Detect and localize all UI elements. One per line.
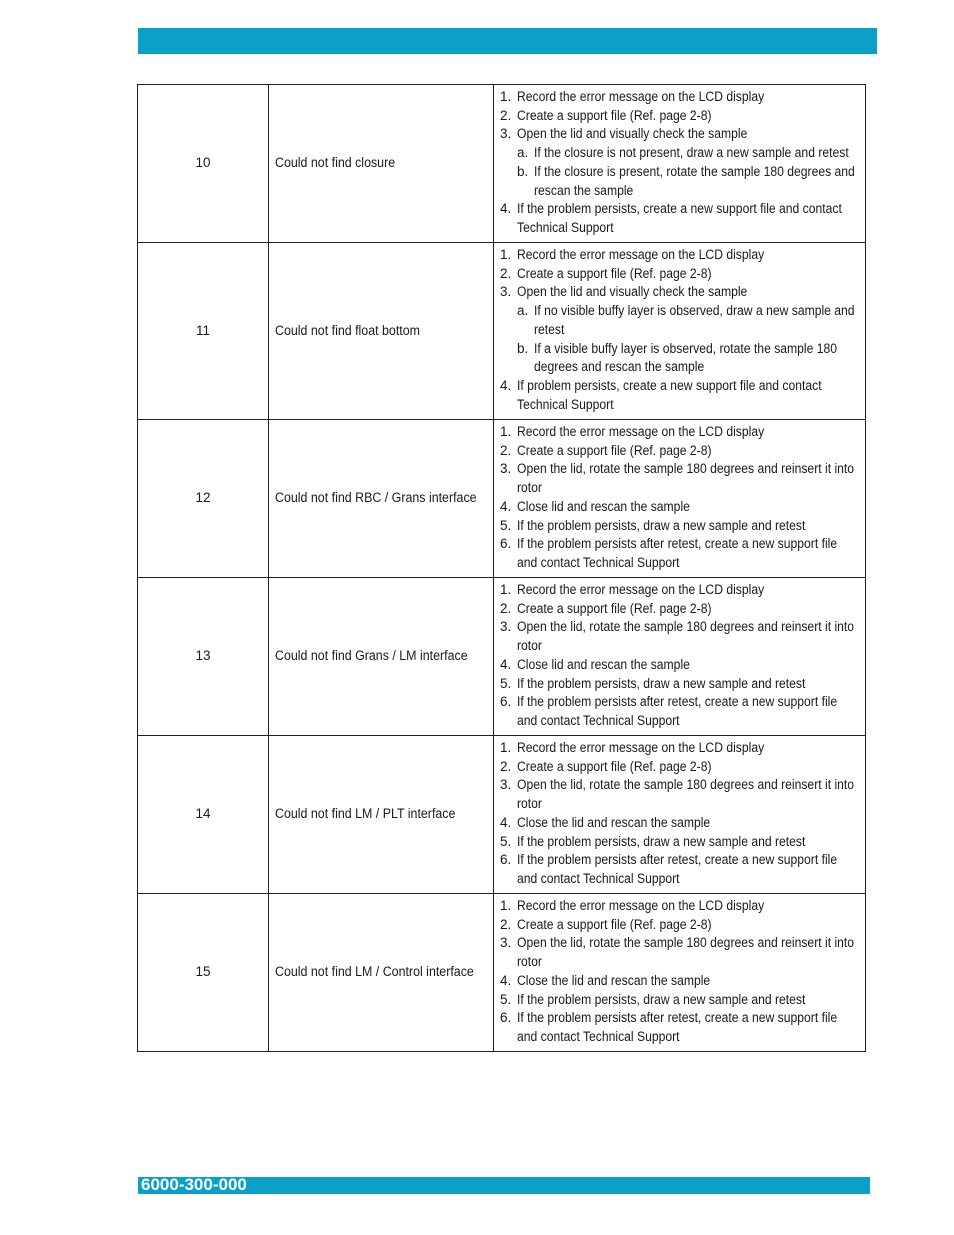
step-number: 1. [500,582,512,597]
error-code: 14 [195,806,211,822]
action-step [500,125,859,200]
substep-letter: a. [517,303,529,319]
step-text: Open the lid, rotate the sample 180 degrees and reinsert it into rotor [517,935,855,970]
corrective-actions-cell [494,243,866,420]
table-row [138,736,866,894]
action-step [500,246,859,265]
step-number: 4. [500,814,512,830]
action-step [500,916,859,935]
action-step [500,535,859,572]
action-substeps [517,144,859,200]
table-row [138,894,866,1052]
step-text: Open the lid and visually check the sample [517,284,748,300]
substep-text: If the closure is not present, draw a new sample and retest [534,145,849,161]
error-message-cell [269,85,494,243]
action-step [500,423,859,442]
step-number: 3. [500,619,512,635]
substep-text: If a visible buffy layer is observed, rotate the sample 180 degrees and rescan the sample [534,340,838,375]
action-step [500,283,859,377]
action-step [500,618,859,655]
table-body [138,85,866,1052]
substep-text: If the closure is present, rotate the sample 180 degrees and rescan the sample [534,163,855,198]
corrective-actions-cell [494,420,866,578]
step-number: 6. [500,1010,512,1026]
action-step [500,88,859,107]
step-text: If the problem persists, draw a new sample and retest [517,517,806,533]
step-text: Create a support file (Ref. page 2-8) [517,916,712,932]
corrective-actions-cell [494,894,866,1052]
step-text: If the problem persists, create a new support file and contact Technical Support [517,201,842,235]
error-code: 13 [195,648,211,664]
substep-letter: a. [517,145,529,161]
error-message: Could not find closure [275,155,396,171]
step-text: If problem persists, create a new support file and contact Technical Support [517,377,822,412]
step-text: Close the lid and rescan the sample [517,972,711,988]
header-bar [138,28,877,54]
step-number: 1. [500,898,512,913]
error-message: Could not find LM / Control interface [275,964,474,980]
action-step [500,972,859,991]
error-code-cell [138,85,269,243]
step-text: Record the error message on the LCD display [517,582,765,597]
action-step [500,442,859,461]
step-number: 3. [500,461,512,477]
step-number: 1. [500,424,512,439]
action-step [500,934,859,971]
action-steps [500,423,859,573]
step-text: If the problem persists after retest, create a new support file and contact Technical Support [517,536,838,570]
step-text: Close lid and rescan the sample [517,656,690,672]
action-step [500,897,859,916]
step-text: Create a support file (Ref. page 2-8) [517,265,712,281]
step-number: 4. [500,201,512,217]
action-substep [517,340,859,377]
step-text: Record the error message on the LCD display [517,424,765,439]
step-text: Open the lid and visually check the sample [517,126,748,142]
table-row [138,243,866,420]
step-number: 1. [500,247,512,262]
error-code: 12 [195,490,211,506]
step-text: Create a support file (Ref. page 2-8) [517,107,712,123]
action-step [500,814,859,833]
action-steps [500,581,859,731]
action-step [500,851,859,888]
error-message: Could not find Grans / LM interface [275,648,468,664]
error-message: Could not find float bottom [275,322,421,338]
error-message-cell [269,894,494,1052]
step-text: Open the lid, rotate the sample 180 degrees and reinsert it into rotor [517,461,855,496]
error-message-cell [269,243,494,420]
step-number: 4. [500,656,512,672]
step-text: Record the error message on the LCD display [517,898,765,913]
footer-bar [138,1177,870,1194]
table-row [138,85,866,243]
substep-text: If no visible buffy layer is observed, draw a new sample and retest [534,303,855,337]
step-text: Record the error message on the LCD display [517,740,765,755]
corrective-actions-cell [494,578,866,736]
step-text: If the problem persists after retest, create a new support file and contact Technical Support [517,694,838,728]
step-number: 4. [500,498,512,514]
error-message-cell [269,420,494,578]
action-step [500,265,859,284]
error-code-table [137,84,866,1052]
step-number: 2. [500,600,512,616]
step-text: If the problem persists, draw a new sample and retest [517,991,806,1007]
step-number: 4. [500,972,512,988]
step-text: Create a support file (Ref. page 2-8) [517,600,712,616]
corrective-actions-cell [494,85,866,243]
action-step [500,200,859,237]
action-step [500,107,859,126]
step-text: If the problem persists, draw a new sample and retest [517,675,806,691]
step-number: 6. [500,694,512,710]
step-text: If the problem persists after retest, create a new support file and contact Technical Support [517,1010,838,1044]
error-code-cell [138,736,269,894]
error-code: 11 [195,322,210,338]
error-code-cell [138,243,269,420]
action-step [500,377,859,414]
action-step [500,581,859,600]
action-step [500,517,859,536]
step-number: 2. [500,107,512,123]
action-substep [517,163,859,200]
step-number: 6. [500,852,512,868]
step-text: Record the error message on the LCD display [517,89,765,104]
table-row [138,578,866,736]
error-message: Could not find LM / PLT interface [275,806,456,822]
error-code-cell [138,894,269,1052]
error-code: 15 [195,964,211,980]
step-number: 2. [500,442,512,458]
step-text: If the problem persists after retest, create a new support file and contact Technical Support [517,852,838,886]
step-number: 5. [500,991,512,1007]
step-text: Close lid and rescan the sample [517,498,690,514]
action-step [500,833,859,852]
action-steps [500,739,859,889]
step-text: Open the lid, rotate the sample 180 degrees and reinsert it into rotor [517,619,855,654]
substep-letter: b. [517,340,529,356]
action-step [500,498,859,517]
step-number: 1. [500,89,512,104]
action-steps [500,88,859,238]
step-number: 3. [500,777,512,793]
step-number: 5. [500,675,512,691]
action-substep [517,302,859,339]
step-number: 2. [500,265,512,281]
action-step [500,656,859,675]
action-step [500,1009,859,1046]
step-number: 3. [500,126,512,142]
error-code: 10 [195,155,211,171]
action-step [500,675,859,694]
step-number: 2. [500,916,512,932]
action-steps [500,246,859,414]
error-code-cell [138,578,269,736]
error-message: Could not find RBC / Grans interface [275,490,477,506]
step-number: 4. [500,377,512,393]
step-text: Create a support file (Ref. page 2-8) [517,758,712,774]
action-step [500,991,859,1010]
action-substep [517,144,859,163]
step-number: 2. [500,758,512,774]
table-row [138,420,866,578]
step-number: 3. [500,935,512,951]
action-step [500,776,859,813]
step-number: 6. [500,536,512,552]
step-text: Open the lid, rotate the sample 180 degrees and reinsert it into rotor [517,777,855,812]
step-text: Create a support file (Ref. page 2-8) [517,442,712,458]
step-number: 5. [500,517,512,533]
step-text: If the problem persists, draw a new sample and retest [517,833,806,849]
action-step [500,460,859,497]
step-text: Close the lid and rescan the sample [517,814,711,830]
action-step [500,600,859,619]
action-step [500,758,859,777]
action-step [500,693,859,730]
step-text: Record the error message on the LCD display [517,247,765,262]
error-message-cell [269,578,494,736]
corrective-actions-cell [494,736,866,894]
error-code-cell [138,420,269,578]
action-steps [500,897,859,1047]
step-number: 1. [500,740,512,755]
action-substeps [517,302,859,377]
error-message-cell [269,736,494,894]
substep-letter: b. [517,163,529,179]
action-step [500,739,859,758]
step-number: 3. [500,284,512,300]
step-number: 5. [500,833,512,849]
document-number: 6000-300-000 [141,1175,247,1194]
